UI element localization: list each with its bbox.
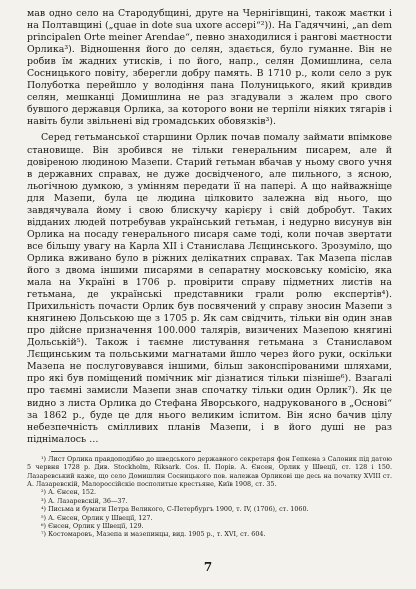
footnote-divider [51,451,201,452]
footnote-2: ²) А. Єнсен, 152. [41,488,97,497]
main-text [27,8,392,446]
footnote-6: ⁶) Єнсен, Орлик у Швеції, 129. [41,521,144,530]
footnote-4: ⁴) Письма и бумаги Петра Великого, С-Петербургъ 1900, т. IV, (1706), ст. 1060. [41,505,309,514]
footnotes [27,455,392,539]
footnote-5: ⁵) А. Єнсен, Орлик у Швеції, 127. [41,513,153,522]
footnote-7: ⁷) Костомаровъ, Мазепа и мазепинцы, вид. 1905 р., т. XVI, ст. 604. [41,530,266,539]
paragraph-2: Серед гетьманської старшини Орлик почав помалу займати впімкове становище. Він зробився не тільки генеральним писарем, але й довіреною людиною Мазепи. Старий гетьман вбачав у ньому свого учня в державних справах, не дуже досвідченого, але пильного, з ясною, льогічною думкою, з умінням передати її на папері. А що найважніще для Мазепи, була це людина цілковито залежна від нього, що завдячувала йому і свою блискучу карієру і свій добробут. Таких відданих людей потребував український гетьман, і недурно висунув він Орлика на посаду генерального писаря саме тоді, коли почав звертати все більшу увагу на Карла XII і Станислава Лєщинського. Зрозуміло, що Орлика вживано було в ріжних делікатних справах. Так Мазепа післав його з двома іншими писарями в сепаратну московську комісію, яка мала на Україні в 1706 р. провірити справу підметних листів на гетьмана, де українські представники грали ролю експертів⁴). Прихильність почасти Орлик був посвячений у справу зносин Мазепи з княгинею Дольською ще з 1705 р. Як сам свідчить, тільки він один знав про дійсне призначення 100.000 талярів, визичених Мазепою княгині Дольській⁵). Також і таємне листування гетьмана з Станиславом Лєщинським та польськими магнатами йшло через його руки, оскільки Мазепа не послуговувався іншими, більш законспірованими шляхами, про які був поміщений помічник міг дізнатися тільки пізніше⁶). Взагалі про таємні замисли Мазепи знав спочатку тільки один Орлик⁷). Як це видно з листа Орлика до Стефана Яворського, надрукованого в „Основі“ за 1862 р., буде це для нього великим іспитом. Він ясно бачив цілу небезпечність смілливих планів Мазепи, і в його душі не раз піднімалось … [27,132,392,445]
footnote-3: ³) А. Лазаревскій, 36—37. [41,496,128,505]
footnote-1: ¹) Лист Орлика правдоподібно до шведського державного секретаря фон Гепкена з Салоник під датою 5 червня 1728 р. Див. Stockholm, Riksark. Cos. II. Порів. А. Єнсен, Орлик у Швеції, ст. 128 і 150. Лазаревський каже, що село Домишлин Сосницького пов. належав Орликові ще десь на початку XVIII ст. А. Лазаревскій, Малороссійскіе посполитые крестьяне, Київ 1908, ст. 35. [27,454,392,488]
page-number: 7 [203,560,213,574]
paragraph-1: мав одно село на Стародубщині, друге на Чернігівщині, також маєтки і на Полтавщині („quae in dote sua uxore accepi“²)). На Гадяччині, „an dem principalen Orte meiner Arendae“, певно знаходилися і рангові маєтности Орлика³). Відношення його до селян, здається, було гуманне. Він не робив їм жадних утисків, і по його, напр., селян Домишлина, села Сосницького повіту, зберегли добру память. В 1710 р., коли село з рук Полуботка перейшло у володіння пана Полуницького, який кривдив селян, мешканці Домишлина не раз згадували з жалем про свого бувшого державця Орлика, за которого вони не терпіли ніяких тягарів і навіть були звільнені від громадських обовязків³). [27,8,392,128]
